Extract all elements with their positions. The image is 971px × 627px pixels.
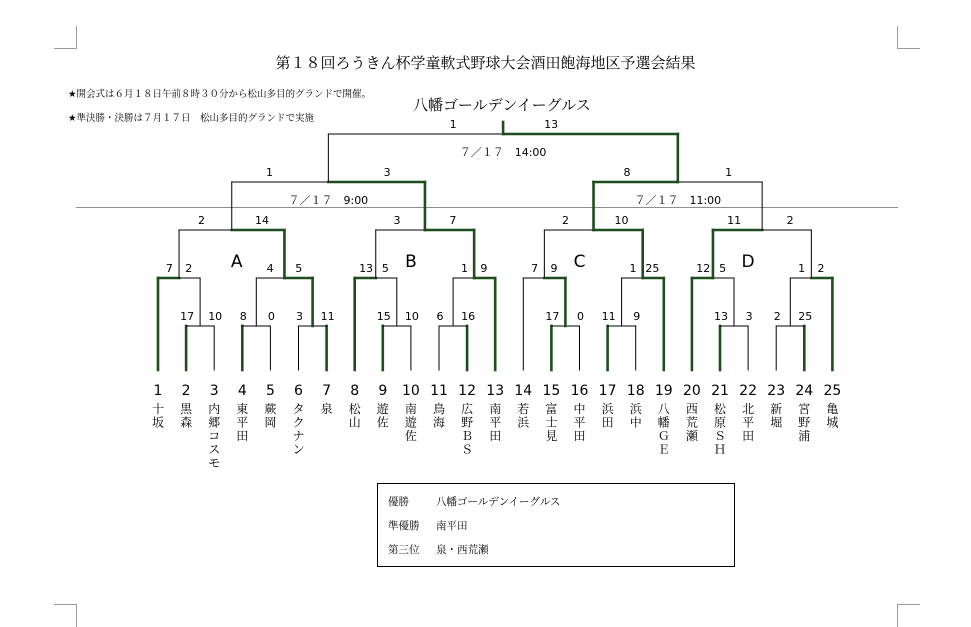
team-name: 泉 <box>320 402 333 416</box>
team-name: 鳥海 <box>432 402 446 430</box>
team-number: 19 <box>654 383 673 399</box>
team-number: 25 <box>823 383 842 399</box>
team-name: 蕨岡 <box>264 402 277 430</box>
score-label: 10 <box>404 310 419 323</box>
team-number: 23 <box>767 383 786 399</box>
score-label: 8 <box>239 310 247 323</box>
result-runner-up <box>388 518 468 533</box>
block-label: B <box>405 252 417 272</box>
schedule-semifinal: ７／１７ 9:00 <box>288 194 369 207</box>
winner-name: 八幡ゴールデンイーグルス <box>436 496 561 508</box>
score-label: 10 <box>208 310 223 323</box>
team-name: 浜田 <box>601 402 614 430</box>
score-label: 11 <box>320 310 335 323</box>
block-label: A <box>230 252 243 272</box>
team-number: 2 <box>181 383 191 399</box>
score-label: 1 <box>629 262 637 275</box>
score-label: 0 <box>577 310 584 323</box>
team-number: 17 <box>598 383 617 399</box>
team-name: 広野ＢＳ <box>461 402 474 457</box>
team-number: 14 <box>514 383 533 399</box>
score-label: 3 <box>393 214 401 227</box>
score-label: 5 <box>295 262 303 275</box>
team-name: 十坂 <box>151 402 165 430</box>
note-opening: ★開会式は６月１８日午前８時３０分から松山多目的グランドで開催。 <box>68 89 372 100</box>
team-name: 宮野浦 <box>798 402 811 443</box>
score-label: 2 <box>197 214 205 227</box>
third-names: 泉・西荒瀬 <box>436 544 489 556</box>
team-number: 24 <box>795 383 814 399</box>
team-number: 10 <box>401 383 420 399</box>
score-label: 1 <box>449 118 457 131</box>
score-label: 3 <box>383 166 391 179</box>
team-number: 22 <box>739 383 758 399</box>
score-label: 17 <box>545 310 560 323</box>
score-label: 13 <box>714 310 728 323</box>
score-label: 15 <box>376 310 391 323</box>
team-number: 16 <box>570 383 589 399</box>
score-label: 3 <box>745 310 753 323</box>
score-label: 17 <box>180 310 195 323</box>
score-label: 5 <box>381 262 389 275</box>
team-name: 八幡ＧＥ <box>657 402 670 457</box>
score-label: 2 <box>786 214 794 227</box>
schedule-semifinal: ７／１７ 11:00 <box>634 194 722 207</box>
score-label: 1 <box>266 166 274 179</box>
score-label: 7 <box>531 262 539 275</box>
runner-up-name: 南平田 <box>436 520 468 532</box>
team-number: 1 <box>153 383 163 399</box>
team-number: 3 <box>209 383 219 399</box>
team-name: 富士見 <box>545 402 558 443</box>
score-label: 0 <box>267 310 275 323</box>
score-label: 5 <box>719 262 727 275</box>
score-label: 1 <box>460 262 468 275</box>
score-label: 11 <box>601 310 616 323</box>
team-name: 南平田 <box>489 402 502 443</box>
note-semifinal: ★準決勝・決勝は７月１７日 松山多目的グランドで実施 <box>68 113 315 124</box>
team-number: 4 <box>237 383 247 399</box>
team-name: 亀城 <box>826 402 839 430</box>
team-name: 黒森 <box>180 402 193 430</box>
team-number: 15 <box>542 383 561 399</box>
third-label: 第三位 <box>388 544 420 556</box>
score-label: 3 <box>296 310 303 323</box>
score-label: 4 <box>266 262 274 275</box>
team-name: 遊佐 <box>376 402 389 430</box>
team-name: タクナン <box>292 402 305 457</box>
team-name: 浜中 <box>629 402 642 430</box>
team-name: 中平田 <box>573 402 586 443</box>
team-number: 7 <box>322 383 332 399</box>
result-winner <box>388 494 560 509</box>
block-label: C <box>573 252 586 272</box>
team-number: 12 <box>458 383 477 399</box>
block-label: D <box>741 252 755 272</box>
score-label: 25 <box>645 262 660 275</box>
score-label: 11 <box>727 214 742 227</box>
score-label: 2 <box>185 262 193 275</box>
team-name: 西荒瀬 <box>685 402 698 443</box>
team-number: 11 <box>430 383 448 399</box>
score-label: 6 <box>436 310 444 323</box>
team-number: 5 <box>265 383 275 399</box>
winner-label: 優勝 <box>388 496 409 508</box>
team-number: 9 <box>378 383 388 399</box>
team-name: 北平田 <box>742 402 755 443</box>
results-box <box>377 483 735 567</box>
score-label: 25 <box>798 310 813 323</box>
score-label: 2 <box>562 214 570 227</box>
score-label: 9 <box>550 262 558 275</box>
team-name: 若浜 <box>517 402 530 430</box>
score-label: 13 <box>544 118 559 131</box>
score-label: 2 <box>817 262 825 275</box>
team-number: 20 <box>682 383 701 399</box>
score-label: 7 <box>449 214 457 227</box>
page-title: 第１８回ろうきん杯学童軟式野球大会酒田飽海地区予選会結果 <box>275 54 696 72</box>
score-label: 2 <box>773 310 781 323</box>
score-label: 14 <box>255 214 270 227</box>
score-label: 12 <box>696 262 711 275</box>
score-label: 13 <box>359 262 374 275</box>
team-name: 松山 <box>348 402 361 430</box>
team-number: 6 <box>294 383 303 399</box>
team-number: 21 <box>711 383 729 399</box>
result-third <box>388 542 489 557</box>
team-name: 内郷コスモ <box>208 402 221 470</box>
team-name: 松原ＳＨ <box>713 402 727 457</box>
score-label: 16 <box>461 310 476 323</box>
score-label: 1 <box>725 166 733 179</box>
score-label: 7 <box>165 262 173 275</box>
score-label: 1 <box>798 262 806 275</box>
runner-up-label: 準優勝 <box>388 520 420 532</box>
score-label: 10 <box>614 214 629 227</box>
champion-label: 八幡ゴールデンイーグルス <box>413 96 591 114</box>
team-number: 18 <box>626 383 645 399</box>
team-name: 東平田 <box>236 402 249 443</box>
score-label: 9 <box>480 262 488 275</box>
team-number: 8 <box>350 383 360 399</box>
team-name: 南遊佐 <box>404 402 417 443</box>
score-label: 8 <box>623 166 631 179</box>
schedule-final: ７／１７ 14:00 <box>459 146 547 159</box>
team-name: 新堀 <box>770 402 783 430</box>
team-number: 13 <box>486 383 505 399</box>
score-label: 9 <box>633 310 641 323</box>
